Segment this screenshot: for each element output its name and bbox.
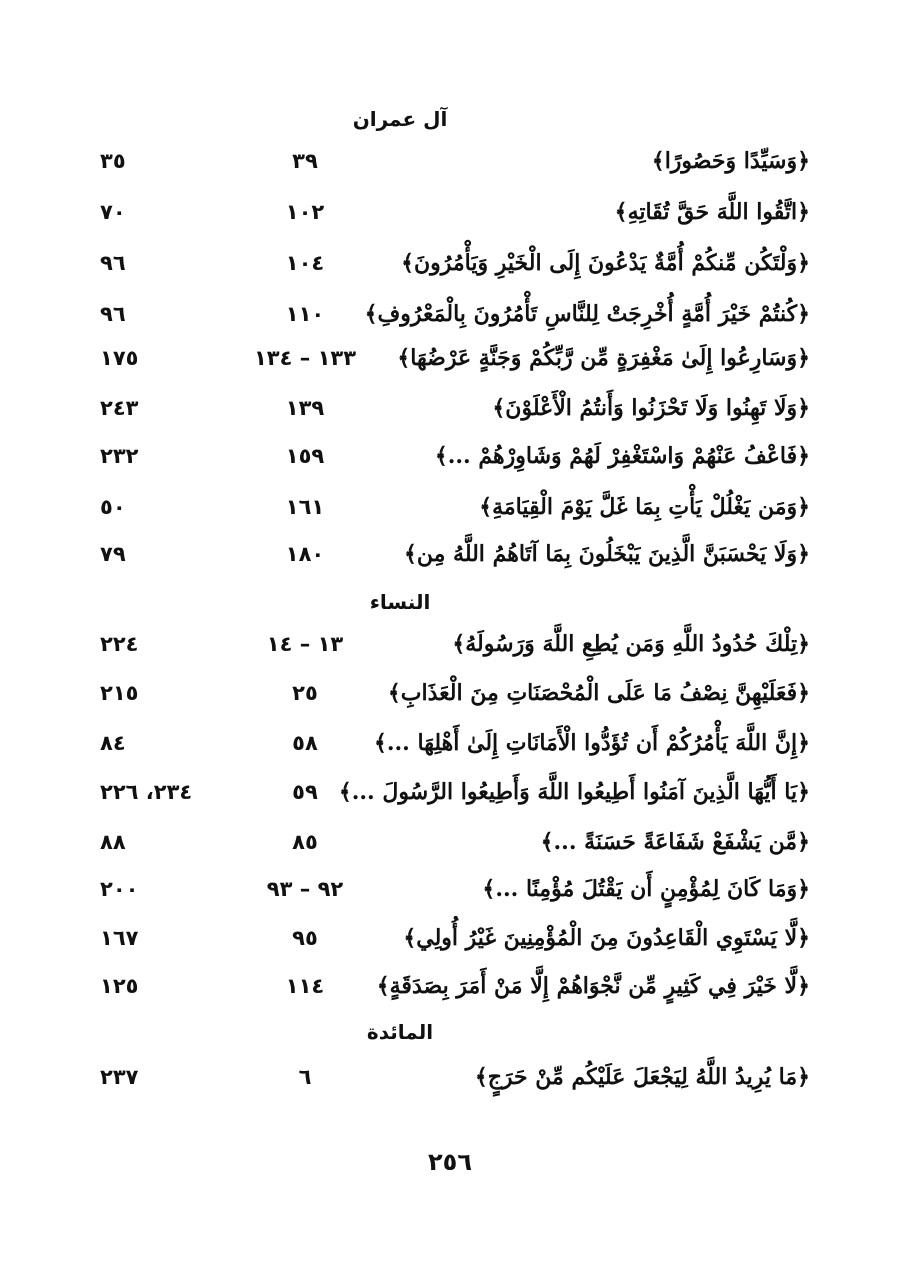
page-reference: ٨٤ [100, 731, 126, 755]
index-row [0, 673, 900, 713]
page-reference: ٣٥ [100, 149, 126, 173]
page-reference: ٢٠٠ [100, 877, 139, 901]
ayah-number: ١٨٠ [285, 542, 325, 566]
page-reference: ٢٢٤ [100, 632, 139, 656]
ayah-number: ٥٨ [292, 731, 318, 755]
page-reference: ٢٤٣ [100, 396, 139, 420]
verse-text: ﴿وَسَارِعُوا إِلَىٰ مَغْفِرَةٍ مِّن رَّبِّكُمْ وَجَنَّةٍ عَرْضُهَا﴾ [397, 345, 810, 371]
ayah-number: ٩٢ – ٩٣ [266, 877, 344, 901]
verse-text: ﴿تِلْكَ حُدُودُ اللَّهِ وَمَن يُطِعِ اللَّهَ وَرَسُولَهُ﴾ [452, 631, 810, 657]
verse-text: ﴿اتَّقُوا اللَّهَ حَقَّ تُقَاتِهِ﴾ [614, 199, 810, 225]
verse-text: ﴿وَمَن يَغْلُلْ يَأْتِ بِمَا غَلَّ يَوْمَ الْقِيَامَةِ﴾ [479, 494, 810, 520]
surah-heading-al-maidah: المائدة [366, 1020, 434, 1044]
ayah-number: ٦ [298, 1065, 312, 1089]
ayah-number: ١٣٣ – ١٣٤ [253, 346, 357, 370]
page-number: ٢٥٦ [428, 1148, 472, 1176]
page-reference: ٢٣٤، ٢٢٦ [100, 780, 193, 804]
verse-text: ﴿فَاعْفُ عَنْهُمْ وَاسْتَغْفِرْ لَهُمْ وَشَاوِرْهُمْ ...﴾ [434, 443, 810, 469]
verse-text: ﴿يَا أَيُّهَا الَّذِينَ آمَنُوا أَطِيعُوا اللَّهَ وَأَطِيعُوا الرَّسُولَ ...﴾ [338, 779, 810, 805]
page-reference: ٧٠ [100, 200, 126, 224]
index-row [0, 723, 900, 763]
index-row [0, 338, 900, 378]
index-row [0, 624, 900, 664]
page-reference: ٢١٥ [100, 681, 139, 705]
page-reference: ٩٦ [100, 251, 126, 275]
index-row [0, 966, 900, 1006]
index-row [0, 141, 900, 181]
index-row [0, 388, 900, 428]
ayah-number: ٣٩ [292, 149, 318, 173]
index-row [0, 918, 900, 958]
verse-text: ﴿وَلَا يَحْسَبَنَّ الَّذِينَ يَبْخَلُونَ بِمَا آتَاهُمُ اللَّهُ مِن﴾ [403, 541, 810, 567]
index-row [0, 487, 900, 527]
index-row [0, 1057, 900, 1097]
verse-text: ﴿وَلَا تَهِنُوا وَلَا تَحْزَنُوا وَأَنتُمُ الْأَعْلَوْنَ﴾ [492, 395, 810, 421]
page-reference: ٢٣٧ [100, 1065, 139, 1089]
ayah-number: ١٦١ [285, 495, 325, 519]
index-row [0, 772, 900, 812]
index-row [0, 294, 900, 334]
verse-text: ﴿لَّا يَسْتَوِي الْقَاعِدُونَ مِنَ الْمُؤْمِنِينَ غَيْرُ أُولِي﴾ [403, 925, 810, 951]
surah-heading-an-nisa: النساء [369, 590, 431, 614]
page-reference: ٩٦ [100, 302, 126, 326]
page-reference: ٨٨ [100, 830, 126, 854]
verse-text: ﴿وَلْتَكُن مِّنكُمْ أُمَّةٌ يَدْعُونَ إِلَى الْخَيْرِ وَيَأْمُرُونَ﴾ [401, 250, 810, 276]
verse-text: ﴿فَعَلَيْهِنَّ نِصْفُ مَا عَلَى الْمُحْصَنَاتِ مِنَ الْعَذَابِ﴾ [387, 680, 810, 706]
page-reference: ٥٠ [100, 495, 126, 519]
page-reference: ١٦٧ [100, 926, 139, 950]
verse-text: ﴿مَا يُرِيدُ اللَّهُ لِيَجْعَلَ عَلَيْكُم مِّنْ حَرَجٍ﴾ [474, 1064, 810, 1090]
ayah-number: ٨٥ [292, 830, 318, 854]
ayah-number: ١١٠ [285, 302, 325, 326]
ayah-number: ١٠٤ [285, 251, 325, 275]
ayah-number: ١٣ – ١٤ [266, 632, 344, 656]
ayah-number: ١٣٩ [285, 396, 325, 420]
page-reference: ٢٣٢ [100, 444, 139, 468]
index-row [0, 822, 900, 862]
verse-text: ﴿كُنتُمْ خَيْرَ أُمَّةٍ أُخْرِجَتْ لِلنَّاسِ تَأْمُرُونَ بِالْمَعْرُوفِ﴾ [364, 301, 810, 327]
verse-text: ﴿إِنَّ اللَّهَ يَأْمُرُكُمْ أَن تُؤَدُّوا الْأَمَانَاتِ إِلَىٰ أَهْلِهَا ...﴾ [373, 730, 810, 756]
ayah-number: ٩٥ [292, 926, 318, 950]
page-reference: ٧٩ [100, 542, 126, 566]
index-row [0, 243, 900, 283]
page-reference: ١٧٥ [100, 346, 139, 370]
verse-text: ﴿وَسَيِّدًا وَحَصُورًا﴾ [651, 148, 810, 174]
ayah-number: ٥٩ [292, 780, 318, 804]
ayah-number: ٢٥ [292, 681, 318, 705]
verse-text: ﴿وَمَا كَانَ لِمُؤْمِنٍ أَن يَقْتُلَ مُؤْمِنًا ...﴾ [482, 876, 810, 902]
ayah-number: ١٥٩ [285, 444, 325, 468]
surah-heading-al-imran: آل عمران [352, 107, 448, 131]
index-row [0, 192, 900, 232]
ayah-number: ١١٤ [285, 974, 325, 998]
ayah-number: ١٠٢ [285, 200, 325, 224]
page-reference: ١٢٥ [100, 974, 139, 998]
index-row [0, 436, 900, 476]
index-row [0, 534, 900, 574]
verse-text: ﴿لَّا خَيْرَ فِي كَثِيرٍ مِّن نَّجْوَاهُمْ إِلَّا مَنْ أَمَرَ بِصَدَقَةٍ﴾ [376, 973, 810, 999]
verse-text: ﴿مَّن يَشْفَعْ شَفَاعَةً حَسَنَةً ...﴾ [540, 829, 810, 855]
index-row [0, 869, 900, 909]
